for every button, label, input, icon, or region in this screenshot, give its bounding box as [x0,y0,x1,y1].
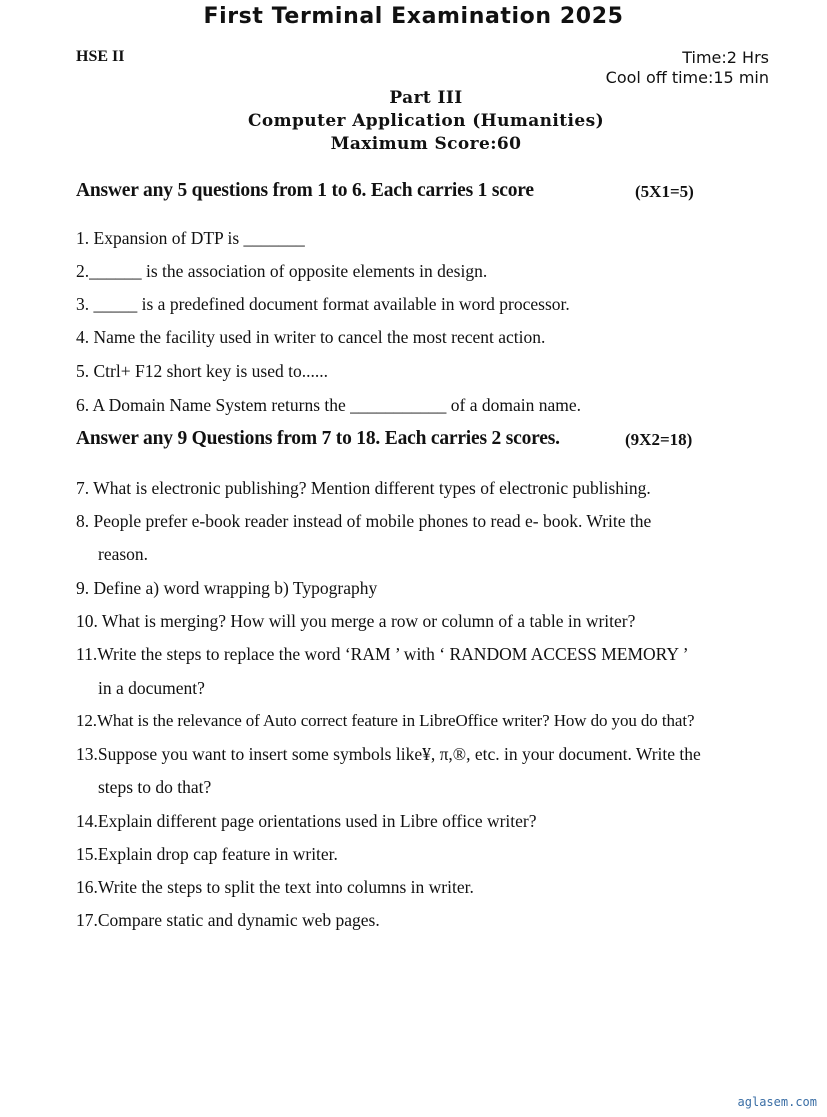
question-8: 8. People prefer e-book reader instead of mobile phones to read e- book. Write the [76,511,652,531]
question-15: 15.Explain drop cap feature in writer. [76,844,338,864]
exam-title: First Terminal Examination 2025 [203,4,624,29]
section-2-marks: (9X2=18) [625,430,693,449]
question-17: 17.Compare static and dynamic web pages. [76,910,380,930]
part-label: Part III [389,88,463,108]
cool-off-time: Cool off time:15 min [605,68,769,87]
question-6: 6. A Domain Name System returns the ___________ of a domain name. [76,395,581,415]
question-9: 9. Define a) word wrapping b) Typography [76,578,378,598]
question-7: 7. What is electronic publishing? Mention different types of electronic publishing. [76,478,651,498]
question-13-continuation: steps to do that? [98,777,212,797]
question-14: 14.Explain different page orientations used in Libre office writer? [76,811,537,831]
question-11-continuation: in a document? [98,678,205,698]
exam-duration: Time:2 Hrs [682,48,769,67]
section-1-instruction: Answer any 5 questions from 1 to 6. Each carries 1 score [76,180,534,201]
question-1: 1. Expansion of DTP is _______ [76,228,305,248]
section-2-instruction: Answer any 9 Questions from 7 to 18. Each carries 2 scores. [76,428,560,449]
class-label: HSE II [76,48,125,65]
question-16: 16.Write the steps to split the text into columns in writer. [76,877,474,897]
maximum-score: Maximum Score:60 [330,134,522,154]
question-12: 12.What is the relevance of Auto correct feature in LibreOffice writer? How do you do that? [76,711,695,730]
question-10: 10. What is merging? How will you merge a row or column of a table in writer? [76,611,636,631]
question-2: 2.______ is the association of opposite elements in design. [76,261,488,281]
subject-title: Computer Application (Humanities) [247,111,605,131]
section-1-marks: (5X1=5) [635,182,694,201]
question-13: 13.Suppose you want to insert some symbols like¥, π,®, etc. in your document. Write the [76,744,701,764]
question-4: 4. Name the facility used in writer to cancel the most recent action. [76,327,546,347]
source-watermark: aglasem.com [737,1095,817,1109]
question-3: 3. _____ is a predefined document format available in word processor. [76,294,570,314]
question-11: 11.Write the steps to replace the word ‘RAM ’ with ‘ RANDOM ACCESS MEMORY ’ [76,644,689,664]
question-5: 5. Ctrl+ F12 short key is used to...... [76,361,328,381]
question-8-continuation: reason. [98,544,149,564]
